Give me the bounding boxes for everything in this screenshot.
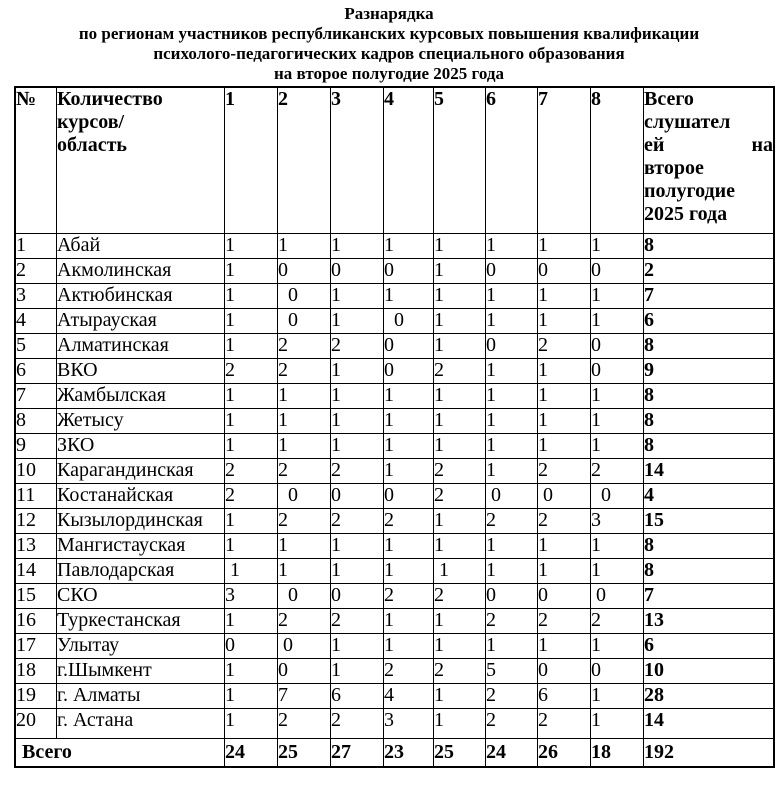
row-total-cell: 8	[644, 409, 773, 434]
totals-row	[16, 739, 773, 766]
row-number-cell: 20	[16, 709, 57, 739]
count-cell: 1	[384, 559, 434, 584]
row-total-cell: 14	[644, 709, 773, 739]
count-cell: 1	[538, 384, 591, 409]
count-cell: 1	[434, 634, 486, 659]
region-cell: Жетысу	[57, 409, 225, 434]
count-cell: 1	[384, 384, 434, 409]
count-cell: 1	[331, 234, 384, 259]
row-number-cell: 15	[16, 584, 57, 609]
row-total-cell: 7	[644, 284, 773, 309]
count-cell: 1	[225, 234, 278, 259]
count-cell: 2	[591, 609, 644, 634]
row-total-cell: 8	[644, 534, 773, 559]
row-total-cell: 28	[644, 684, 773, 709]
count-cell: 2	[486, 609, 538, 634]
count-cell: 1	[591, 634, 644, 659]
table-row	[16, 484, 773, 509]
count-cell: 2	[538, 709, 591, 739]
region-cell: Кызылординская	[57, 509, 225, 534]
count-cell: 1	[486, 309, 538, 334]
count-cell: 1	[384, 434, 434, 459]
region-cell: г.Шымкент	[57, 659, 225, 684]
count-cell: 1	[384, 534, 434, 559]
header-total-line: 2025 года	[644, 203, 728, 225]
region-cell: Акмолинская	[57, 259, 225, 284]
row-total-cell: 8	[644, 559, 773, 584]
count-cell: 1	[486, 434, 538, 459]
count-cell: 1	[434, 384, 486, 409]
count-cell: 1	[538, 434, 591, 459]
count-cell: 1	[384, 634, 434, 659]
table-row	[16, 359, 773, 384]
count-cell: 2	[278, 459, 331, 484]
title-line-1: Разнарядка	[344, 4, 434, 23]
count-cell: 2	[486, 684, 538, 709]
header-total-line-part: ей	[644, 134, 665, 156]
header-courses-line: Количество	[57, 88, 163, 110]
count-cell: 0	[331, 584, 384, 609]
row-total-cell: 7	[644, 584, 773, 609]
count-cell: 1	[225, 609, 278, 634]
row-total-cell: 14	[644, 459, 773, 484]
count-cell: 1	[225, 559, 278, 584]
count-cell: 1	[384, 609, 434, 634]
row-number-cell: 11	[16, 484, 57, 509]
count-cell: 1	[538, 534, 591, 559]
count-cell: 1	[434, 684, 486, 709]
count-cell: 3	[591, 509, 644, 534]
count-cell: 1	[591, 684, 644, 709]
totals-count-cell: 25	[434, 739, 486, 766]
region-cell: Мангистауская	[57, 534, 225, 559]
title-line-2: по регионам участников республиканских курсовых повышения квалификации	[78, 24, 700, 43]
count-cell: 1	[486, 634, 538, 659]
count-cell: 1	[278, 384, 331, 409]
count-cell: 1	[486, 284, 538, 309]
row-total-cell: 8	[644, 334, 773, 359]
count-cell: 6	[538, 684, 591, 709]
region-cell: ВКО	[57, 359, 225, 384]
count-cell: 1	[331, 659, 384, 684]
header-course-col-6: 6	[486, 88, 538, 234]
count-cell: 1	[331, 534, 384, 559]
row-total-cell: 2	[644, 259, 773, 284]
count-cell: 1	[434, 709, 486, 739]
count-cell: 1	[331, 384, 384, 409]
row-total-cell: 15	[644, 509, 773, 534]
count-cell: 2	[331, 709, 384, 739]
count-cell: 2	[591, 459, 644, 484]
count-cell: 0	[591, 584, 644, 609]
region-cell: г. Алматы	[57, 684, 225, 709]
count-cell: 1	[225, 509, 278, 534]
count-cell: 1	[331, 284, 384, 309]
region-cell: Абай	[57, 234, 225, 259]
region-cell: Актюбинская	[57, 284, 225, 309]
region-cell: Жамбылская	[57, 384, 225, 409]
header-total-line-part: на	[751, 134, 773, 156]
count-cell: 0	[331, 484, 384, 509]
header-courses-line: курсов/	[57, 111, 125, 133]
row-total-cell: 8	[644, 434, 773, 459]
count-cell: 1	[591, 284, 644, 309]
row-total-cell: 8	[644, 234, 773, 259]
region-cell: г. Астана	[57, 709, 225, 739]
count-cell: 1	[486, 359, 538, 384]
header-course-col-8: 8	[591, 88, 644, 234]
count-cell: 1	[434, 309, 486, 334]
count-cell: 1	[225, 709, 278, 739]
table-row	[16, 709, 773, 739]
count-cell: 2	[538, 459, 591, 484]
count-cell: 1	[278, 234, 331, 259]
row-number-cell: 19	[16, 684, 57, 709]
count-cell: 0	[278, 284, 331, 309]
header-course-col-4: 4	[384, 88, 434, 234]
count-cell: 1	[486, 384, 538, 409]
count-cell: 0	[384, 309, 434, 334]
count-cell: 1	[225, 409, 278, 434]
count-cell: 1	[384, 459, 434, 484]
count-cell: 2	[486, 709, 538, 739]
row-number-cell: 14	[16, 559, 57, 584]
region-cell: Павлодарская	[57, 559, 225, 584]
totals-count-cell: 26	[538, 739, 591, 766]
count-cell: 1	[434, 284, 486, 309]
table-row	[16, 559, 773, 584]
count-cell: 1	[225, 434, 278, 459]
region-cell: Костанайская	[57, 484, 225, 509]
totals-count-cell: 24	[225, 739, 278, 766]
count-cell: 0	[384, 359, 434, 384]
count-cell: 1	[278, 434, 331, 459]
row-number-cell: 4	[16, 309, 57, 334]
row-number-cell: 3	[16, 284, 57, 309]
title-line-4: на второе полугодие 2025 года	[274, 64, 504, 83]
count-cell: 1	[331, 409, 384, 434]
header-row	[16, 88, 773, 234]
row-number-cell: 1	[16, 234, 57, 259]
count-cell: 7	[278, 684, 331, 709]
count-cell: 1	[538, 234, 591, 259]
count-cell: 1	[225, 534, 278, 559]
count-cell: 1	[591, 534, 644, 559]
header-total-line: слушател	[644, 111, 731, 133]
count-cell: 1	[384, 409, 434, 434]
count-cell: 0	[278, 634, 331, 659]
count-cell: 4	[384, 684, 434, 709]
count-cell: 2	[434, 484, 486, 509]
row-total-cell: 4	[644, 484, 773, 509]
count-cell: 1	[434, 434, 486, 459]
count-cell: 0	[384, 334, 434, 359]
count-cell: 1	[591, 309, 644, 334]
count-cell: 1	[538, 309, 591, 334]
count-cell: 1	[538, 634, 591, 659]
count-cell: 1	[486, 234, 538, 259]
count-cell: 2	[538, 334, 591, 359]
table-row	[16, 284, 773, 309]
region-cell: Улытау	[57, 634, 225, 659]
count-cell: 0	[538, 584, 591, 609]
count-cell: 2	[384, 584, 434, 609]
table-row	[16, 434, 773, 459]
count-cell: 1	[434, 334, 486, 359]
row-number-cell: 13	[16, 534, 57, 559]
row-total-cell: 10	[644, 659, 773, 684]
count-cell: 2	[434, 659, 486, 684]
totals-label-cell: Всего	[16, 739, 225, 766]
count-cell: 1	[384, 234, 434, 259]
count-cell: 1	[434, 609, 486, 634]
count-cell: 5	[486, 659, 538, 684]
table-row	[16, 309, 773, 334]
header-total-line: второе	[644, 157, 704, 179]
count-cell: 2	[538, 509, 591, 534]
row-number-cell: 10	[16, 459, 57, 484]
count-cell: 1	[591, 409, 644, 434]
count-cell: 1	[331, 634, 384, 659]
region-cell: ЗКО	[57, 434, 225, 459]
allocation-table	[14, 86, 775, 768]
count-cell: 1	[434, 234, 486, 259]
count-cell: 0	[384, 484, 434, 509]
table-row	[16, 634, 773, 659]
header-total-line: полугодие	[644, 180, 736, 202]
count-cell: 0	[486, 584, 538, 609]
count-cell: 1	[278, 409, 331, 434]
count-cell: 0	[538, 484, 591, 509]
header-course-col-3: 3	[331, 88, 384, 234]
count-cell: 2	[331, 334, 384, 359]
count-cell: 1	[434, 259, 486, 284]
header-course-col-5: 5	[434, 88, 486, 234]
count-cell: 0	[486, 259, 538, 284]
table-row	[16, 609, 773, 634]
totals-count-cell: 24	[486, 739, 538, 766]
count-cell: 1	[486, 534, 538, 559]
count-cell: 1	[434, 534, 486, 559]
count-cell: 0	[225, 634, 278, 659]
count-cell: 2	[486, 509, 538, 534]
count-cell: 1	[225, 309, 278, 334]
row-total-cell: 6	[644, 634, 773, 659]
count-cell: 1	[486, 559, 538, 584]
count-cell: 2	[331, 459, 384, 484]
count-cell: 0	[278, 259, 331, 284]
count-cell: 1	[591, 234, 644, 259]
count-cell: 2	[225, 459, 278, 484]
row-total-cell: 13	[644, 609, 773, 634]
count-cell: 0	[278, 584, 331, 609]
count-cell: 2	[225, 359, 278, 384]
count-cell: 3	[225, 584, 278, 609]
count-cell: 1	[225, 284, 278, 309]
count-cell: 2	[331, 509, 384, 534]
count-cell: 2	[384, 509, 434, 534]
header-no: №	[16, 88, 57, 234]
count-cell: 2	[278, 609, 331, 634]
count-cell: 1	[486, 409, 538, 434]
count-cell: 1	[225, 259, 278, 284]
count-cell: 1	[591, 434, 644, 459]
count-cell: 1	[331, 434, 384, 459]
count-cell: 2	[434, 459, 486, 484]
row-number-cell: 17	[16, 634, 57, 659]
count-cell: 1	[225, 659, 278, 684]
document-title	[0, 0, 778, 84]
count-cell: 1	[384, 284, 434, 309]
count-cell: 0	[278, 484, 331, 509]
row-number-cell: 16	[16, 609, 57, 634]
count-cell: 1	[225, 334, 278, 359]
header-total-listeners	[644, 88, 773, 234]
header-courses-line: область	[57, 134, 127, 156]
row-number-cell: 9	[16, 434, 57, 459]
count-cell: 6	[331, 684, 384, 709]
row-number-cell: 8	[16, 409, 57, 434]
table-row	[16, 259, 773, 284]
count-cell: 1	[538, 284, 591, 309]
region-cell: Карагандинская	[57, 459, 225, 484]
row-number-cell: 2	[16, 259, 57, 284]
count-cell: 1	[331, 559, 384, 584]
count-cell: 0	[591, 359, 644, 384]
count-cell: 0	[538, 259, 591, 284]
table-row	[16, 534, 773, 559]
table-row	[16, 684, 773, 709]
header-course-col-2: 2	[278, 88, 331, 234]
row-number-cell: 6	[16, 359, 57, 384]
totals-count-cell: 18	[591, 739, 644, 766]
count-cell: 2	[278, 334, 331, 359]
count-cell: 0	[538, 659, 591, 684]
row-number-cell: 12	[16, 509, 57, 534]
count-cell: 1	[225, 384, 278, 409]
count-cell: 1	[278, 559, 331, 584]
table-row	[16, 509, 773, 534]
row-number-cell: 18	[16, 659, 57, 684]
table-row	[16, 234, 773, 259]
count-cell: 0	[486, 334, 538, 359]
count-cell: 3	[384, 709, 434, 739]
table-row	[16, 659, 773, 684]
region-cell: СКО	[57, 584, 225, 609]
count-cell: 0	[591, 259, 644, 284]
count-cell: 0	[486, 484, 538, 509]
table-row	[16, 409, 773, 434]
count-cell: 2	[225, 484, 278, 509]
count-cell: 1	[331, 359, 384, 384]
count-cell: 2	[278, 359, 331, 384]
count-cell: 1	[434, 409, 486, 434]
row-total-cell: 9	[644, 359, 773, 384]
count-cell: 0	[591, 334, 644, 359]
count-cell: 2	[278, 509, 331, 534]
table-row	[16, 459, 773, 484]
count-cell: 0	[384, 259, 434, 284]
count-cell: 1	[225, 684, 278, 709]
row-total-cell: 8	[644, 384, 773, 409]
count-cell: 2	[331, 609, 384, 634]
count-cell: 1	[434, 559, 486, 584]
count-cell: 1	[591, 709, 644, 739]
totals-count-cell: 23	[384, 739, 434, 766]
region-cell: Туркестанская	[57, 609, 225, 634]
header-courses-region	[57, 88, 225, 234]
table-row	[16, 384, 773, 409]
region-cell: Алматинская	[57, 334, 225, 359]
count-cell: 1	[538, 559, 591, 584]
count-cell: 1	[538, 359, 591, 384]
totals-count-cell: 25	[278, 739, 331, 766]
count-cell: 0	[331, 259, 384, 284]
count-cell: 2	[278, 709, 331, 739]
count-cell: 2	[538, 609, 591, 634]
row-number-cell: 5	[16, 334, 57, 359]
count-cell: 1	[331, 309, 384, 334]
count-cell: 1	[591, 384, 644, 409]
table-row	[16, 334, 773, 359]
totals-count-cell: 27	[331, 739, 384, 766]
count-cell: 0	[591, 659, 644, 684]
header-total-line	[644, 134, 773, 157]
count-cell: 0	[278, 309, 331, 334]
count-cell: 0	[278, 659, 331, 684]
count-cell: 0	[591, 484, 644, 509]
count-cell: 1	[538, 409, 591, 434]
row-number-cell: 7	[16, 384, 57, 409]
count-cell: 1	[486, 459, 538, 484]
count-cell: 2	[434, 359, 486, 384]
title-line-3: психолого-педагогических кадров специального образования	[153, 44, 625, 63]
count-cell: 1	[591, 559, 644, 584]
count-cell: 1	[278, 534, 331, 559]
count-cell: 2	[434, 584, 486, 609]
header-course-col-7: 7	[538, 88, 591, 234]
header-total-line: Всего	[644, 88, 694, 110]
table-row	[16, 584, 773, 609]
count-cell: 2	[384, 659, 434, 684]
region-cell: Атырауская	[57, 309, 225, 334]
grand-total-cell: 192	[644, 741, 674, 763]
row-total-cell: 6	[644, 309, 773, 334]
header-course-col-1: 1	[225, 88, 278, 234]
count-cell: 1	[434, 509, 486, 534]
